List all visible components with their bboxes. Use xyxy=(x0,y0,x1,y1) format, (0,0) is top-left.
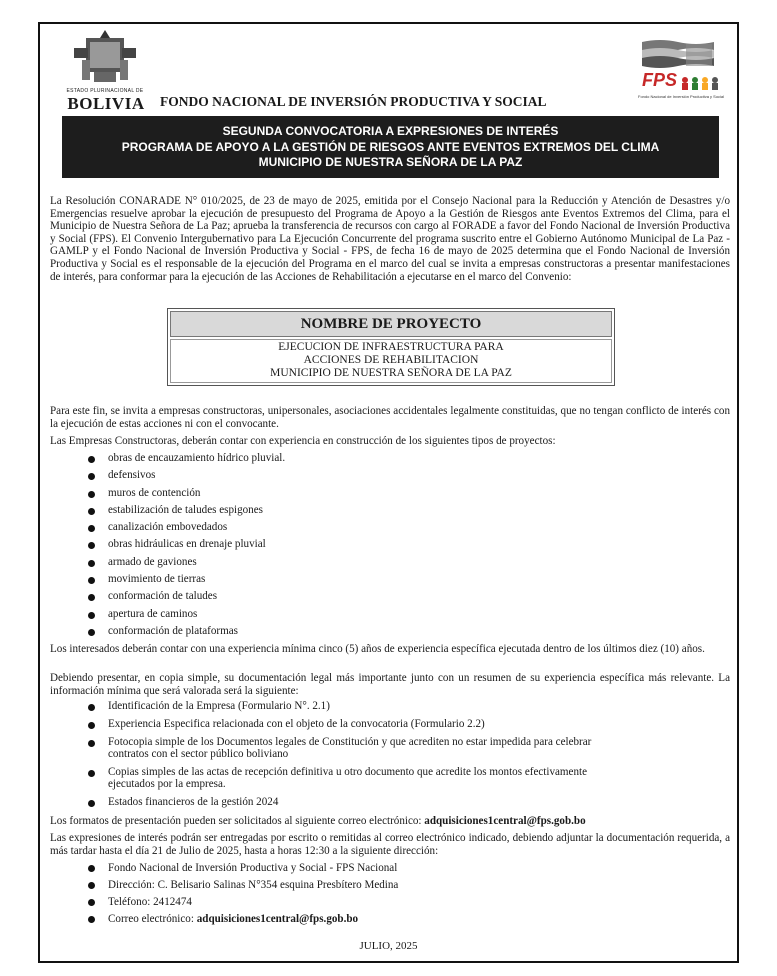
bullet-icon xyxy=(88,491,95,498)
fps-logo: FPS xyxy=(642,70,678,90)
invite-paragraph: Para este fin, se invita a empresas constructoras, unipersonales, asociaciones accidentales legalmente constituidas, que no tengan conflicto de interés con la ejecución de estas acciones ni con el convocante. xyxy=(50,405,730,430)
org-title: FONDO NACIONAL DE INVERSIÓN PRODUCTIVA Y SOCIAL xyxy=(160,94,547,109)
bullet-icon xyxy=(88,508,95,515)
bullet-icon xyxy=(88,456,95,463)
header xyxy=(40,24,737,116)
documents-intro: Debiendo presentar, en copia simple, su documentación legal más importante junto con un resumen de su experiencia específica más relevante. La información mínima que será valorada será la siguiente: xyxy=(50,672,730,697)
bolivia-flag-icon xyxy=(642,38,714,70)
experience-intro: Las Empresas Constructoras, deberán contar con experiencia en construcción de los siguientes tipos de proyectos: xyxy=(50,435,556,447)
bullet-icon xyxy=(88,882,95,889)
fps-people-icon xyxy=(680,76,720,90)
formats-text: Los formatos de presentación pueden ser solicitados al siguiente correo electrónico: xyxy=(50,815,422,827)
banner-line-1: SEGUNDA CONVOCATORIA A EXPRESIONES DE INTERÉS xyxy=(222,124,559,138)
formats-email-link[interactable]: adquisiciones1central@fps.gob.bo xyxy=(424,815,586,827)
banner-line-3: MUNICIPIO DE NUESTRA SEÑORA DE LA PAZ xyxy=(258,155,523,169)
delivery-paragraph: Las expresiones de interés podrán ser entregadas por escrito o remitidas al correo electrónico indicado, debiendo adjuntar la documentación requerida, a más tardar hasta el día 21 de Julio de 2025, hasta a horas 12:30 a la siguiente dirección: xyxy=(50,832,730,857)
bullet-icon xyxy=(88,722,95,729)
project-line-1: EJECUCION DE INFRAESTRUCTURA PARA xyxy=(278,341,504,353)
state-label-small: ESTADO PLURINACIONAL DE xyxy=(66,88,144,94)
bullet-icon xyxy=(88,899,95,906)
project-box xyxy=(167,308,615,386)
bullet-icon xyxy=(88,865,95,872)
bullet-icon xyxy=(88,629,95,636)
fps-caption: Fondo Nacional de Inversión Productiva y Social xyxy=(638,94,725,99)
project-heading: NOMBRE DE PROYECTO xyxy=(170,311,612,337)
bullet-icon xyxy=(88,800,95,807)
bullet-icon xyxy=(88,770,95,777)
intro-paragraph: La Resolución CONARADE N° 010/2025, de 23 de mayo de 2025, emitida por el Consejo Nacional para la Reducción y Atención de Desastres y/o Emergencias resuelve aprobar la ejecución de presupuesto del Programa de Apoyo a la Gestión de Riesgos ante Eventos Extremos del Clima, para el Municipio de Nuestra Señora de La Paz; aprueba la transferencia de recursos con cargo al FORADE a favor del Fondo Nacional de Inversión Productiva y Social (FPS). El Convenio Intergubernativo para La Ejecución Concurrente del programa suscrito entre el Gobierno Autónomo Municipal de La Paz - GAMLP y el Fondo Nacional de Inversión Productiva y Social - FPS, de fecha 16 de mayo de 2025 determina que el Fondo Nacional de Inversión Productiva y Social es el responsable de la ejecución del Programa en el marco del cual se invita a empresas constructoras a presentar manifestaciones de interés, para conformar para la ejecución de las Acciones de Rehabilitación a ejecutarse en el marco del Convenio: xyxy=(50,195,730,283)
state-label-bolivia: BOLIVIA xyxy=(67,94,145,113)
bullet-icon xyxy=(88,560,95,567)
bullet-icon xyxy=(88,542,95,549)
bullet-icon xyxy=(88,525,95,532)
project-name xyxy=(170,339,612,383)
project-line-3: MUNICIPIO DE NUESTRA SEÑORA DE LA PAZ xyxy=(270,367,512,379)
formats-paragraph xyxy=(50,815,730,828)
bullet-icon xyxy=(88,740,95,747)
document-frame: ESTADO PLURINACIONAL DE BOLIVIA FONDO NACIONAL DE INVERSIÓN PRODUCTIVA Y SOCIAL FPS Fondo Nacional de Inversión Productiva y Social SEGUNDA CONVOCATORIA A EXPRESIONES DE INTERÉS PROGRAMA DE APOYO A LA GESTIÓN DE RIESGOS ANTE EVENTOS EXTREMOS DEL CLIMA MUNICIPIO DE NUESTRA SEÑORA DE LA PAZ La Resolución CONARADE N° 010/2025, de 23 de mayo de 2025, emitida por el Consejo Nacional para la Reducción y Atención de Desastres y/o Emergencias resuelve aprobar la ejecución de presupuesto del Programa de Apoyo a la Gestión de Riesgos ante Eventos Extremos del Clima, para el Municipio de Nuestra Señora de La Paz; aprueba la transferencia de recursos con cargo al FORADE a favor del Fondo Nacional de Inversión Productiva y Social (FPS). El Convenio Intergubernativo para La Ejecución Concurrente del programa suscrito entre el Gobierno Autónomo Municipal de La Paz - GAMLP y el Fondo Nacional de Inversión Productiva y Social - FPS, de fecha 16 de mayo de 2025 determina que el Fondo Nacional de Inversión Productiva y Social es el responsable de la ejecución del Programa en el marco del cual se invita a empresas constructoras a presentar manifestaciones de interés, para conformar para la ejecución de las Acciones de Rehabilitación a ejecutarse en el marco del Convenio: NOMBRE DE PROYECTO EJECUCION DE INFRAESTRUCTURA PARA ACCIONES DE REHABILITACION MUNICIPIO DE NUESTRA SEÑORA DE LA PAZ Para este fin, se invita a empresas constructoras, unipersonales, asociaciones accidentales legalmente constituidas, que no tengan conflicto de interés con la ejecución de estas acciones ni con el convocante. Las Empresas Constructoras, deberán contar con experiencia en construcción de los siguientes tipos de proyectos: obras de encauzamiento hídrico pluvial. defensivos muros de contención estabilización de taludes espigones canalización embovedados obras hidráulicas en drenaje pluvial armado de gaviones movimiento de tierras conformación de taludes apertura de caminos conformación de plataformas Los interesados deberán contar con una experiencia mínima cinco (5) años de experiencia específica ejecutada dentro de los últimos diez (10) años. Debiendo presentar, en copia simple, su documentación legal más importante junto con un resumen de su experiencia específica más relevante. La información mínima que será valorada será la siguiente: Identificación de la Empresa (Formulario N°. 2.1) Experiencia Especifica relacionada con el objeto de la convocatoria (Formulario 2.2) Fotocopia simple de los Documentos legales de Constitución y que acrediten no estar impedida para celebrar contratos con el sector público boliviano Copias simples de las actas de recepción definitiva u otro documento que acredite los montos efectivamente ejecutados por la empresa. Estados financieros de la gestión 2024 Los formatos de presentación pueden ser solicitados al siguiente correo electrónico: adquisiciones1central@fps.gob.bo Las expresiones de interés podrán ser entregadas por escrito o remitidas al correo electrónico indicado, debiendo adjuntar la documentación requerida, a más tardar hasta el día 21 de Julio de 2025, hasta a horas 12:30 a la siguiente dirección: Fondo Nacional de Inversión Productiva y Social - FPS Nacional Dirección: C. Belisario Salinas N°354 esquina Presbítero Medina Teléfono: 2412474 Correo electrónico: adquisiciones1central@fps.gob.bo JULIO, 2025 xyxy=(38,22,739,963)
bullet-icon xyxy=(88,594,95,601)
banner-line-2: PROGRAMA DE APOYO A LA GESTIÓN DE RIESGOS ANTE EVENTOS EXTREMOS DEL CLIMA xyxy=(121,139,660,154)
bullet-icon xyxy=(88,612,95,619)
document-date: JULIO, 2025 xyxy=(359,940,418,952)
min-experience-paragraph: Los interesados deberán contar con una experiencia mínima cinco (5) años de experiencia específica ejecutada dentro de los últimos diez (10) años. xyxy=(50,643,705,655)
bullet-icon xyxy=(88,916,95,923)
project-line-2: ACCIONES DE REHABILITACION xyxy=(303,354,479,366)
bullet-icon xyxy=(88,704,95,711)
title-banner xyxy=(62,116,719,178)
bullet-icon xyxy=(88,577,95,584)
contact-email-link[interactable]: adquisiciones1central@fps.gob.bo xyxy=(196,913,359,925)
bullet-icon xyxy=(88,473,95,480)
bolivia-coat-of-arms-icon xyxy=(64,30,146,92)
